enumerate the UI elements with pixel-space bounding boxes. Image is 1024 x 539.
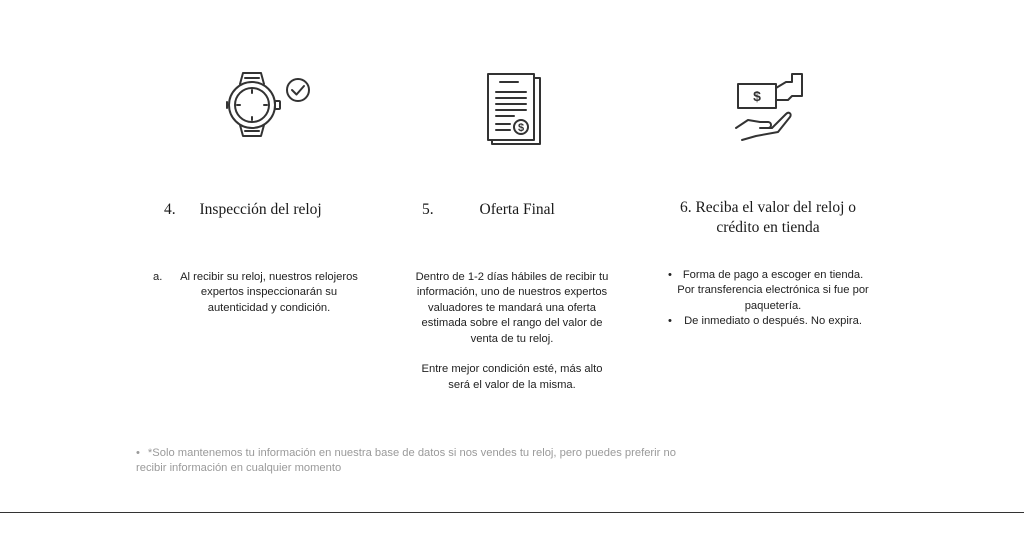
footnote: [136, 446, 676, 475]
bottom-divider: [0, 512, 1024, 513]
step-4-heading: [164, 201, 322, 219]
watch-check-icon: [220, 68, 316, 144]
step-5-title: Oferta Final: [479, 201, 555, 218]
step-5-body: [410, 270, 614, 393]
step-6-title: Reciba el valor del reloj o crédito en tienda: [695, 199, 857, 236]
step-5-number: 5.: [422, 201, 434, 218]
hand-cash-icon: [732, 70, 808, 144]
bullet-icon: •: [668, 269, 672, 281]
step-4-body: Al recibir su reloj, nuestros relojeros expertos inspeccionarán su autenticidad y condición.: [180, 271, 358, 314]
step-6-bullet-1: Forma de pago a escoger en tienda. Por transferencia electrónica si fue por paquetería.: [677, 269, 869, 312]
step-5-heading: [422, 201, 555, 219]
step-4-title: Inspección del reloj: [199, 201, 322, 218]
step-4-number: 4.: [164, 201, 176, 218]
step-6-heading: [668, 198, 868, 238]
svg-text:$: $: [753, 88, 761, 104]
bullet-icon: •: [668, 315, 672, 328]
document-offer-icon: [480, 68, 544, 146]
list-item: [668, 314, 872, 329]
list-item: [668, 268, 872, 314]
step-4-list: [153, 270, 373, 320]
list-marker: a.: [153, 271, 163, 283]
step-6-bullets: [668, 268, 872, 330]
footnote-text: *Solo mantenemos tu información en nuestra base de datos si nos vendes tu reloj, pero puedes preferir no recibir información en cualquier momento: [136, 447, 676, 474]
step-6-bullet-2: De inmediato o después. No expira.: [684, 315, 862, 328]
svg-text:$: $: [517, 122, 525, 134]
step-5-paragraph-1: Dentro de 1-2 días hábiles de recibir tu información, uno de nuestros expertos valuadores te mandará una oferta estimada sobre el rango del valor de venta de tu reloj.: [415, 271, 609, 345]
step-6-number: 6.: [679, 199, 692, 216]
step-5-paragraph-2: Entre mejor condición esté, más alto será el valor de la misma.: [421, 363, 603, 391]
footnote-bullet: •: [136, 447, 140, 459]
